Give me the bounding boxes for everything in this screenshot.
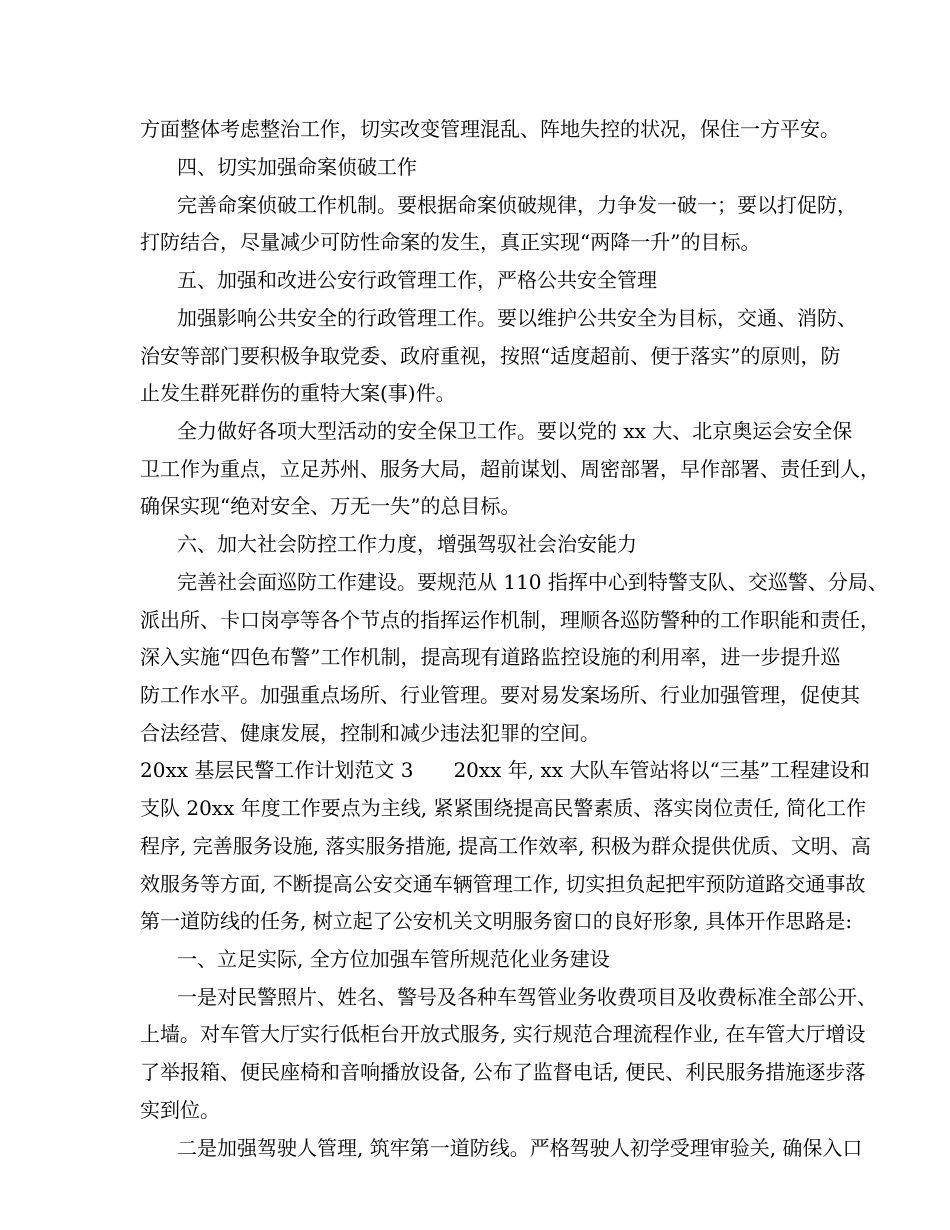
text-line: 效服务等方面, 不断提高公安交通车辆管理工作, 切实担负起把牢预防道路交通事故 <box>140 872 866 896</box>
text-line: 治安等部门要积极争取党委、政府重视，按照“适度超前、便于落实”的原则，防 <box>140 344 841 368</box>
text-line: 加强影响公共安全的行政管理工作。要以维护公共安全为目标，交通、消防、 <box>177 306 857 330</box>
text-line: 上墙。对车管大厅实行低柜台开放式服务, 实行规范合理流程作业, 在车管大厅增设 <box>140 1022 866 1046</box>
section-heading: 四、切实加强命案侦破工作 <box>177 155 417 179</box>
text-line: 支队 20xx 年度工作要点为主线, 紧紧围绕提高民警素质、落实岗位责任, 简化工作 <box>140 796 867 820</box>
text-line: 确保实现“绝对安全、万无一失”的总目标。 <box>140 494 521 518</box>
text-line: 第一道防线的任务, 树立起了公安机关文明服务窗口的良好形象, 具体开作思路是: <box>140 909 853 933</box>
section-heading: 一、立足实际, 全方位加强车管所规范化业务建设 <box>177 947 610 971</box>
section-heading: 六、加大社会防控工作力度，增强驾驭社会治安能力 <box>177 532 637 556</box>
text-line: 完善社会面巡防工作建设。要规范从 110 指挥中心到特警支队、交巡警、分局、 <box>177 570 888 594</box>
text-line: 20xx 基层民警工作计划范文 3 20xx 年, xx 大队车管站将以“三基”工程建设和 <box>140 758 870 782</box>
text-line: 止发生群死群伤的重特大案(事)件。 <box>140 381 456 405</box>
text-line: 打防结合，尽量减少可防性命案的发生，真正实现“两降一升”的目标。 <box>140 230 761 254</box>
text-line: 完善命案侦破工作机制。要根据命案侦破规律，力争发一破一；要以打促防， <box>177 193 857 217</box>
section-heading: 五、加强和改进公安行政管理工作，严格公共安全管理 <box>177 268 657 292</box>
text-line: 派出所、卡口岗亭等各个节点的指挥运作机制，理顺各巡防警种的工作职能和责任， <box>140 608 880 632</box>
text-line: 一是对民警照片、姓名、警号及各种车驾管业务收费项目及收费标准全部公开、 <box>177 985 877 1009</box>
text-line: 合法经营、健康发展，控制和减少违法犯罪的空间。 <box>140 721 600 745</box>
text-line: 程序, 完善服务设施, 落实服务措施, 提高工作效率, 积极为群众提供优质、文明、高 <box>140 834 871 858</box>
text-line: 深入实施“四色布警”工作机制，提高现有道路监控设施的利用率，进一步提升巡 <box>140 645 841 669</box>
text-line: 方面整体考虑整治工作，切实改变管理混乱、阵地失控的状况，保住一方平安。 <box>140 117 840 141</box>
text-line: 了举报箱、便民座椅和音响播放设备, 公布了监督电话, 便民、利民服务措施逐步落 <box>140 1060 866 1084</box>
text-line: 卫工作为重点，立足苏州、服务大局，超前谋划、周密部署，早作部署、责任到人， <box>140 457 880 481</box>
text-line: 实到位。 <box>140 1098 220 1122</box>
text-line: 防工作水平。加强重点场所、行业管理。要对易发案场所、行业加强管理，促使其 <box>140 683 860 707</box>
text-line: 全力做好各项大型活动的安全保卫工作。要以党的 xx 大、北京奥运会安全保 <box>177 419 853 443</box>
text-line: 二是加强驾驶人管理, 筑牢第一道防线。严格驾驶人初学受理审验关, 确保入口 <box>177 1136 863 1160</box>
